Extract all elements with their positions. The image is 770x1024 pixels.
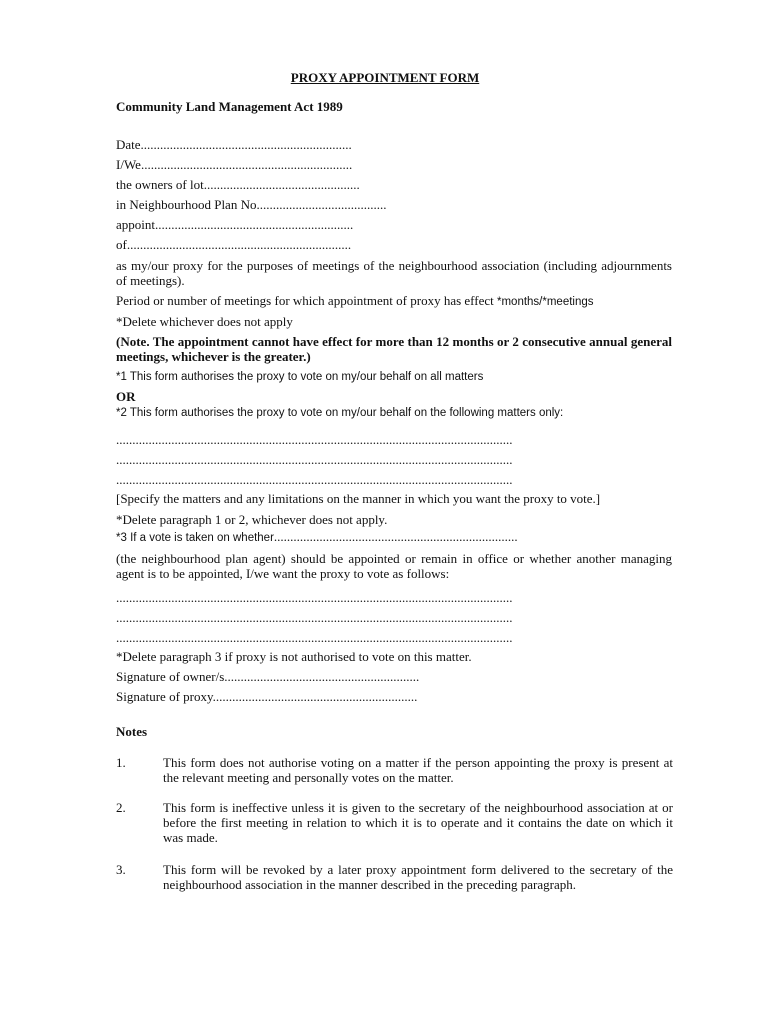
note-text: This form is ineffective unless it is given to the secretary of the neighbourhood association at or before the first meeting in relation to which it is to operate and it contains the date on which it was made. [163, 800, 673, 845]
note-number: 1. [116, 755, 126, 770]
bold-note: (Note. The appointment cannot have effect for more than 12 months or 2 consecutive annual general meetings, whichever is the greater.) [116, 334, 672, 364]
note-number: 3. [116, 862, 126, 877]
purpose-text: as my/our proxy for the purposes of meetings of the neighbourhood association (including adjournments of meetings). [116, 258, 672, 288]
owners-lot-field[interactable]: the owners of lot................................................ [116, 177, 360, 192]
notes-heading: Notes [116, 724, 148, 739]
period-label: Period or number of meetings for which appointment of proxy has effect [116, 293, 494, 308]
matters-line-2[interactable]: .......................................................................................................................... [116, 452, 513, 467]
vote-line-3[interactable]: .......................................................................................................................... [116, 630, 513, 645]
iwe-field[interactable]: I/We................................................................. [116, 157, 353, 172]
owner-signature-field[interactable]: Signature of owner/s............................................................ [116, 669, 420, 684]
period-text [116, 293, 594, 310]
option-2: *2 This form authorises the proxy to vote on my/our behalf on the following matters only: [116, 407, 564, 419]
plan-number-field[interactable]: in Neighbourhood Plan No........................................ [116, 197, 387, 212]
form-title: PROXY APPOINTMENT FORM [290, 70, 480, 85]
option-3-label: *3 If a vote is taken on whether [116, 532, 274, 544]
appoint-field[interactable]: appoint............................................................. [116, 217, 354, 232]
date-field[interactable]: Date................................................................. [116, 137, 352, 152]
vote-line-2[interactable]: .......................................................................................................................... [116, 610, 513, 625]
note-number: 2. [116, 800, 126, 815]
act-heading: Community Land Management Act 1989 [116, 99, 343, 114]
or-label: OR [116, 389, 136, 404]
matters-line-3[interactable]: .......................................................................................................................... [116, 472, 513, 487]
option-1: *1 This form authorises the proxy to vote on my/our behalf on all matters [116, 371, 484, 383]
delete-note: *Delete whichever does not apply [116, 314, 293, 329]
proxy-signature-field[interactable]: Signature of proxy............................................................... [116, 689, 418, 704]
option-3-field[interactable]: ........................................................................... [273, 529, 518, 544]
vote-line-1[interactable]: .......................................................................................................................... [116, 590, 513, 605]
specify-text: [Specify the matters and any limitations on the manner in which you want the proxy to vote.] [116, 491, 601, 506]
of-field[interactable]: of..................................................................... [116, 237, 352, 252]
delete-paragraph-3-note: *Delete paragraph 3 if proxy is not authorised to vote on this matter. [116, 649, 472, 664]
note-text: This form does not authorise voting on a matter if the person appointing the proxy is present at the relevant meeting and personally votes on the matter. [163, 755, 673, 785]
option-3 [116, 529, 518, 546]
agent-text: (the neighbourhood plan agent) should be appointed or remain in office or whether another managing agent is to be appointed, I/we want the proxy to vote as follows: [116, 551, 672, 581]
delete-paragraph-note: *Delete paragraph 1 or 2, whichever does not apply. [116, 512, 388, 527]
period-choice: *months/*meetings [497, 296, 594, 308]
note-text: This form will be revoked by a later proxy appointment form delivered to the secretary of the neighbourhood association in the manner described in the preceding paragraph. [163, 862, 673, 892]
matters-line-1[interactable]: .......................................................................................................................... [116, 432, 513, 447]
